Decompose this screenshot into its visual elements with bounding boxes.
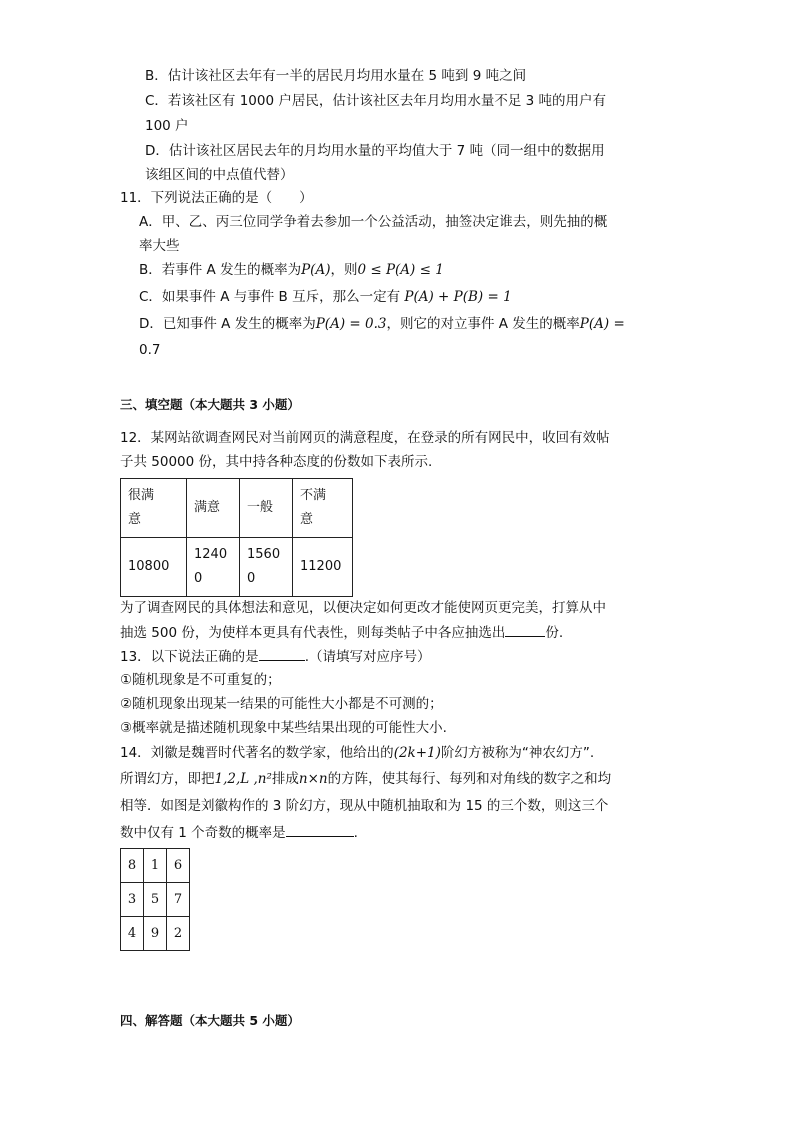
- grid-cell: 8: [121, 849, 144, 883]
- q13-stem-end: .（请填写对应序号）: [304, 649, 431, 665]
- q11-option-c-math: P(A) + P(B) = 1: [404, 289, 512, 305]
- q14-line1: [120, 743, 594, 763]
- grid-cell: 6: [167, 849, 190, 883]
- q10-option-c-line2: 100 户: [145, 118, 189, 134]
- q11-option-b-math1: P(A): [301, 262, 331, 278]
- table-header-cell: 很满 意: [121, 479, 187, 538]
- q12-line4-text: 抽选 500 份，为使样本更具有代表性，则每类帖子中各应抽选出: [120, 625, 506, 641]
- q10-option-c-line1: C．若该社区有 1000 户居民，估计该社区去年月均用水量不足 3 吨的用户有: [145, 93, 607, 109]
- q11-stem: 11．下列说法正确的是（ ）: [120, 190, 313, 206]
- section-4-heading: 四、解答题（本大题共 5 小题）: [120, 1013, 300, 1028]
- q12-attitude-table: [120, 478, 353, 597]
- q11-option-b-mid: ，则: [330, 262, 358, 278]
- q12-line4: [120, 622, 563, 643]
- q14-line2: [120, 769, 611, 789]
- answer-blank[interactable]: [286, 822, 354, 837]
- q14-line1-end: 阶幻方被称为“神农幻方”.: [440, 745, 595, 761]
- q10-option-d-line1: D．估计该社区居民去年的月均用水量的平均值大于 7 吨（同一组中的数据用: [145, 143, 605, 159]
- q12-line2: 子共 50000 份，其中持各种态度的份数如下表所示.: [120, 454, 433, 470]
- q11-option-d-mid: ，则它的对立事件 A 发生的概率: [386, 316, 580, 332]
- q14-line2-math2: n×n: [298, 771, 328, 787]
- grid-row: [121, 849, 190, 883]
- q14-line4-text: 数中仅有 1 个奇数的概率是: [120, 825, 286, 841]
- answer-blank[interactable]: [505, 622, 545, 637]
- q13-stem-text: 13．以下说法正确的是: [120, 649, 259, 665]
- section-3-heading: 三、填空题（本大题共 3 小题）: [120, 397, 300, 412]
- q11-option-b: [139, 260, 444, 280]
- grid-cell: 7: [167, 883, 190, 917]
- table-header-cell: 满意: [187, 479, 240, 538]
- q11-option-d-math2: P(A) =: [579, 316, 625, 332]
- grid-cell: 9: [144, 917, 167, 951]
- magic-square-grid: [120, 848, 190, 951]
- q12-line4-end: 份.: [545, 625, 564, 641]
- q14-line2-text: 所谓幻方，即把: [120, 771, 215, 787]
- q11-option-d-text: D．已知事件 A 发生的概率为: [139, 316, 316, 332]
- q11-option-d: [139, 314, 625, 334]
- q14-line4: [120, 822, 358, 843]
- q14-line2-math1: 1,2,L ,n²: [214, 771, 272, 787]
- table-cell: 11200: [293, 538, 353, 597]
- table-cell: 1560 0: [240, 538, 293, 597]
- table-cell: 1240 0: [187, 538, 240, 597]
- grid-cell: 4: [121, 917, 144, 951]
- grid-row: [121, 917, 190, 951]
- q11-option-b-math2: 0 ≤ P(A) ≤ 1: [357, 262, 444, 278]
- q13-stem: [120, 646, 430, 667]
- q14-line4-end: .: [353, 825, 358, 841]
- q14-line2-mid: 排成: [271, 771, 299, 787]
- q11-option-d-end: 0.7: [139, 342, 161, 358]
- q10-option-b: B．估计该社区去年有一半的居民月均用水量在 5 吨到 9 吨之间: [145, 68, 527, 84]
- q14-line3: 相等．如图是刘徽构作的 3 阶幻方，现从中随机抽取和为 15 的三个数，则这三个: [120, 798, 609, 814]
- grid-row: [121, 883, 190, 917]
- q14-line1-text: 14．刘徽是魏晋时代著名的数学家，他给出的: [120, 745, 394, 761]
- table-cell: 10800: [121, 538, 187, 597]
- grid-cell: 1: [144, 849, 167, 883]
- q11-option-b-text: B．若事件 A 发生的概率为: [139, 262, 302, 278]
- grid-cell: 5: [144, 883, 167, 917]
- q10-option-d-line2: 该组区间的中点值代替）: [145, 167, 294, 183]
- q13-item-2: ②随机现象出现某一结果的可能性大小都是不可测的；: [120, 696, 443, 712]
- q12-line1: 12．某网站欲调查网民对当前网页的满意程度，在登录的所有网民中，收回有效帖: [120, 430, 610, 446]
- q14-line2-end: 的方阵，使其每行、每列和对角线的数字之和均: [327, 771, 612, 787]
- q13-item-1: ①随机现象是不可重复的；: [120, 672, 281, 688]
- q11-option-a-line2: 率大些: [139, 238, 180, 254]
- q11-option-a-line1: A．甲、乙、丙三位同学争着去参加一个公益活动，抽签决定谁去，则先抽的概: [139, 214, 608, 230]
- table-header-cell: 不满 意: [293, 479, 353, 538]
- answer-blank[interactable]: [259, 646, 305, 661]
- table-header-row: [121, 479, 353, 538]
- q11-option-c-text: C．如果事件 A 与事件 B 互斥，那么一定有: [139, 289, 401, 305]
- grid-cell: 2: [167, 917, 190, 951]
- grid-cell: 3: [121, 883, 144, 917]
- q13-item-3: ③概率就是描述随机现象中某些结果出现的可能性大小.: [120, 720, 447, 736]
- table-header-cell: 一般: [240, 479, 293, 538]
- q11-option-d-math1: P(A) = 0.3: [315, 316, 387, 332]
- q14-line1-math: (2k+1): [393, 745, 441, 761]
- table-row: [121, 538, 353, 597]
- q12-line3: 为了调查网民的具体想法和意见，以便决定如何更改才能使网页更完美，打算从中: [120, 600, 606, 616]
- q11-option-c: [139, 287, 512, 307]
